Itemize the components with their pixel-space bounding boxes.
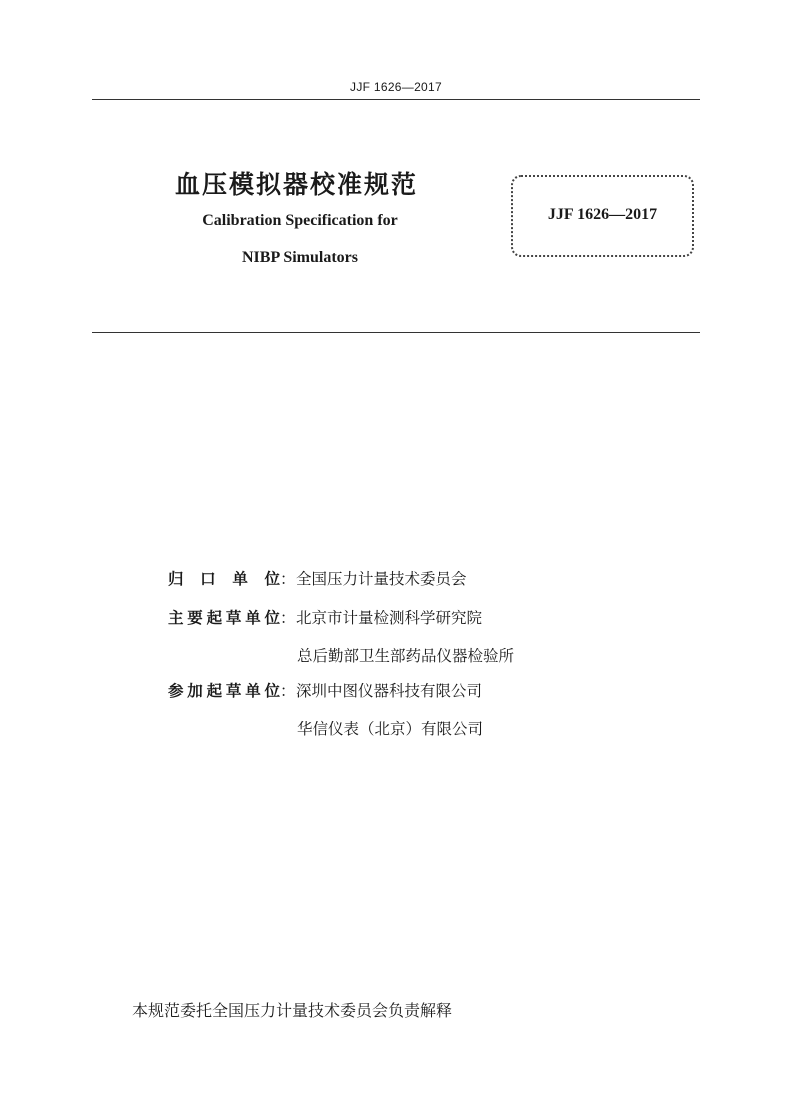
middle-rule xyxy=(92,332,700,333)
unit-value-responsible: 全国压力计量技术委员会 xyxy=(296,570,467,588)
unit-colon: ： xyxy=(280,609,296,627)
unit-colon: ： xyxy=(280,682,296,700)
unit-label-main-drafting: 主要起草单位 xyxy=(168,609,280,627)
header-document-code: JJF 1626—2017 xyxy=(350,80,442,94)
unit-label-participating: 参加起草单位 xyxy=(168,682,280,700)
unit-value-participating-1: 深圳中图仪器科技有限公司 xyxy=(296,682,483,700)
footer-interpretation-note: 本规范委托全国压力计量技术委员会负责解释 xyxy=(132,1001,453,1020)
unit-label-responsible: 归口单位 xyxy=(168,570,280,588)
unit-value-participating-2: 华信仪表（北京）有限公司 xyxy=(297,720,484,738)
title-chinese: 血压模拟器校准规范 xyxy=(175,170,419,199)
code-box-text: JJF 1626—2017 xyxy=(547,206,658,223)
top-rule xyxy=(92,99,700,100)
unit-value-main-drafting-1: 北京市计量检测科学研究院 xyxy=(296,609,483,627)
unit-row-responsible xyxy=(168,567,467,591)
unit-row-participating xyxy=(168,679,482,703)
title-english-line2: NIBP Simulators xyxy=(241,249,358,266)
unit-value-main-drafting-2: 总后勤部卫生部药品仪器检验所 xyxy=(297,647,515,665)
unit-row-main-drafting xyxy=(168,606,482,630)
title-english-line1: Calibration Specification for xyxy=(202,212,398,229)
unit-colon: ： xyxy=(280,570,296,588)
